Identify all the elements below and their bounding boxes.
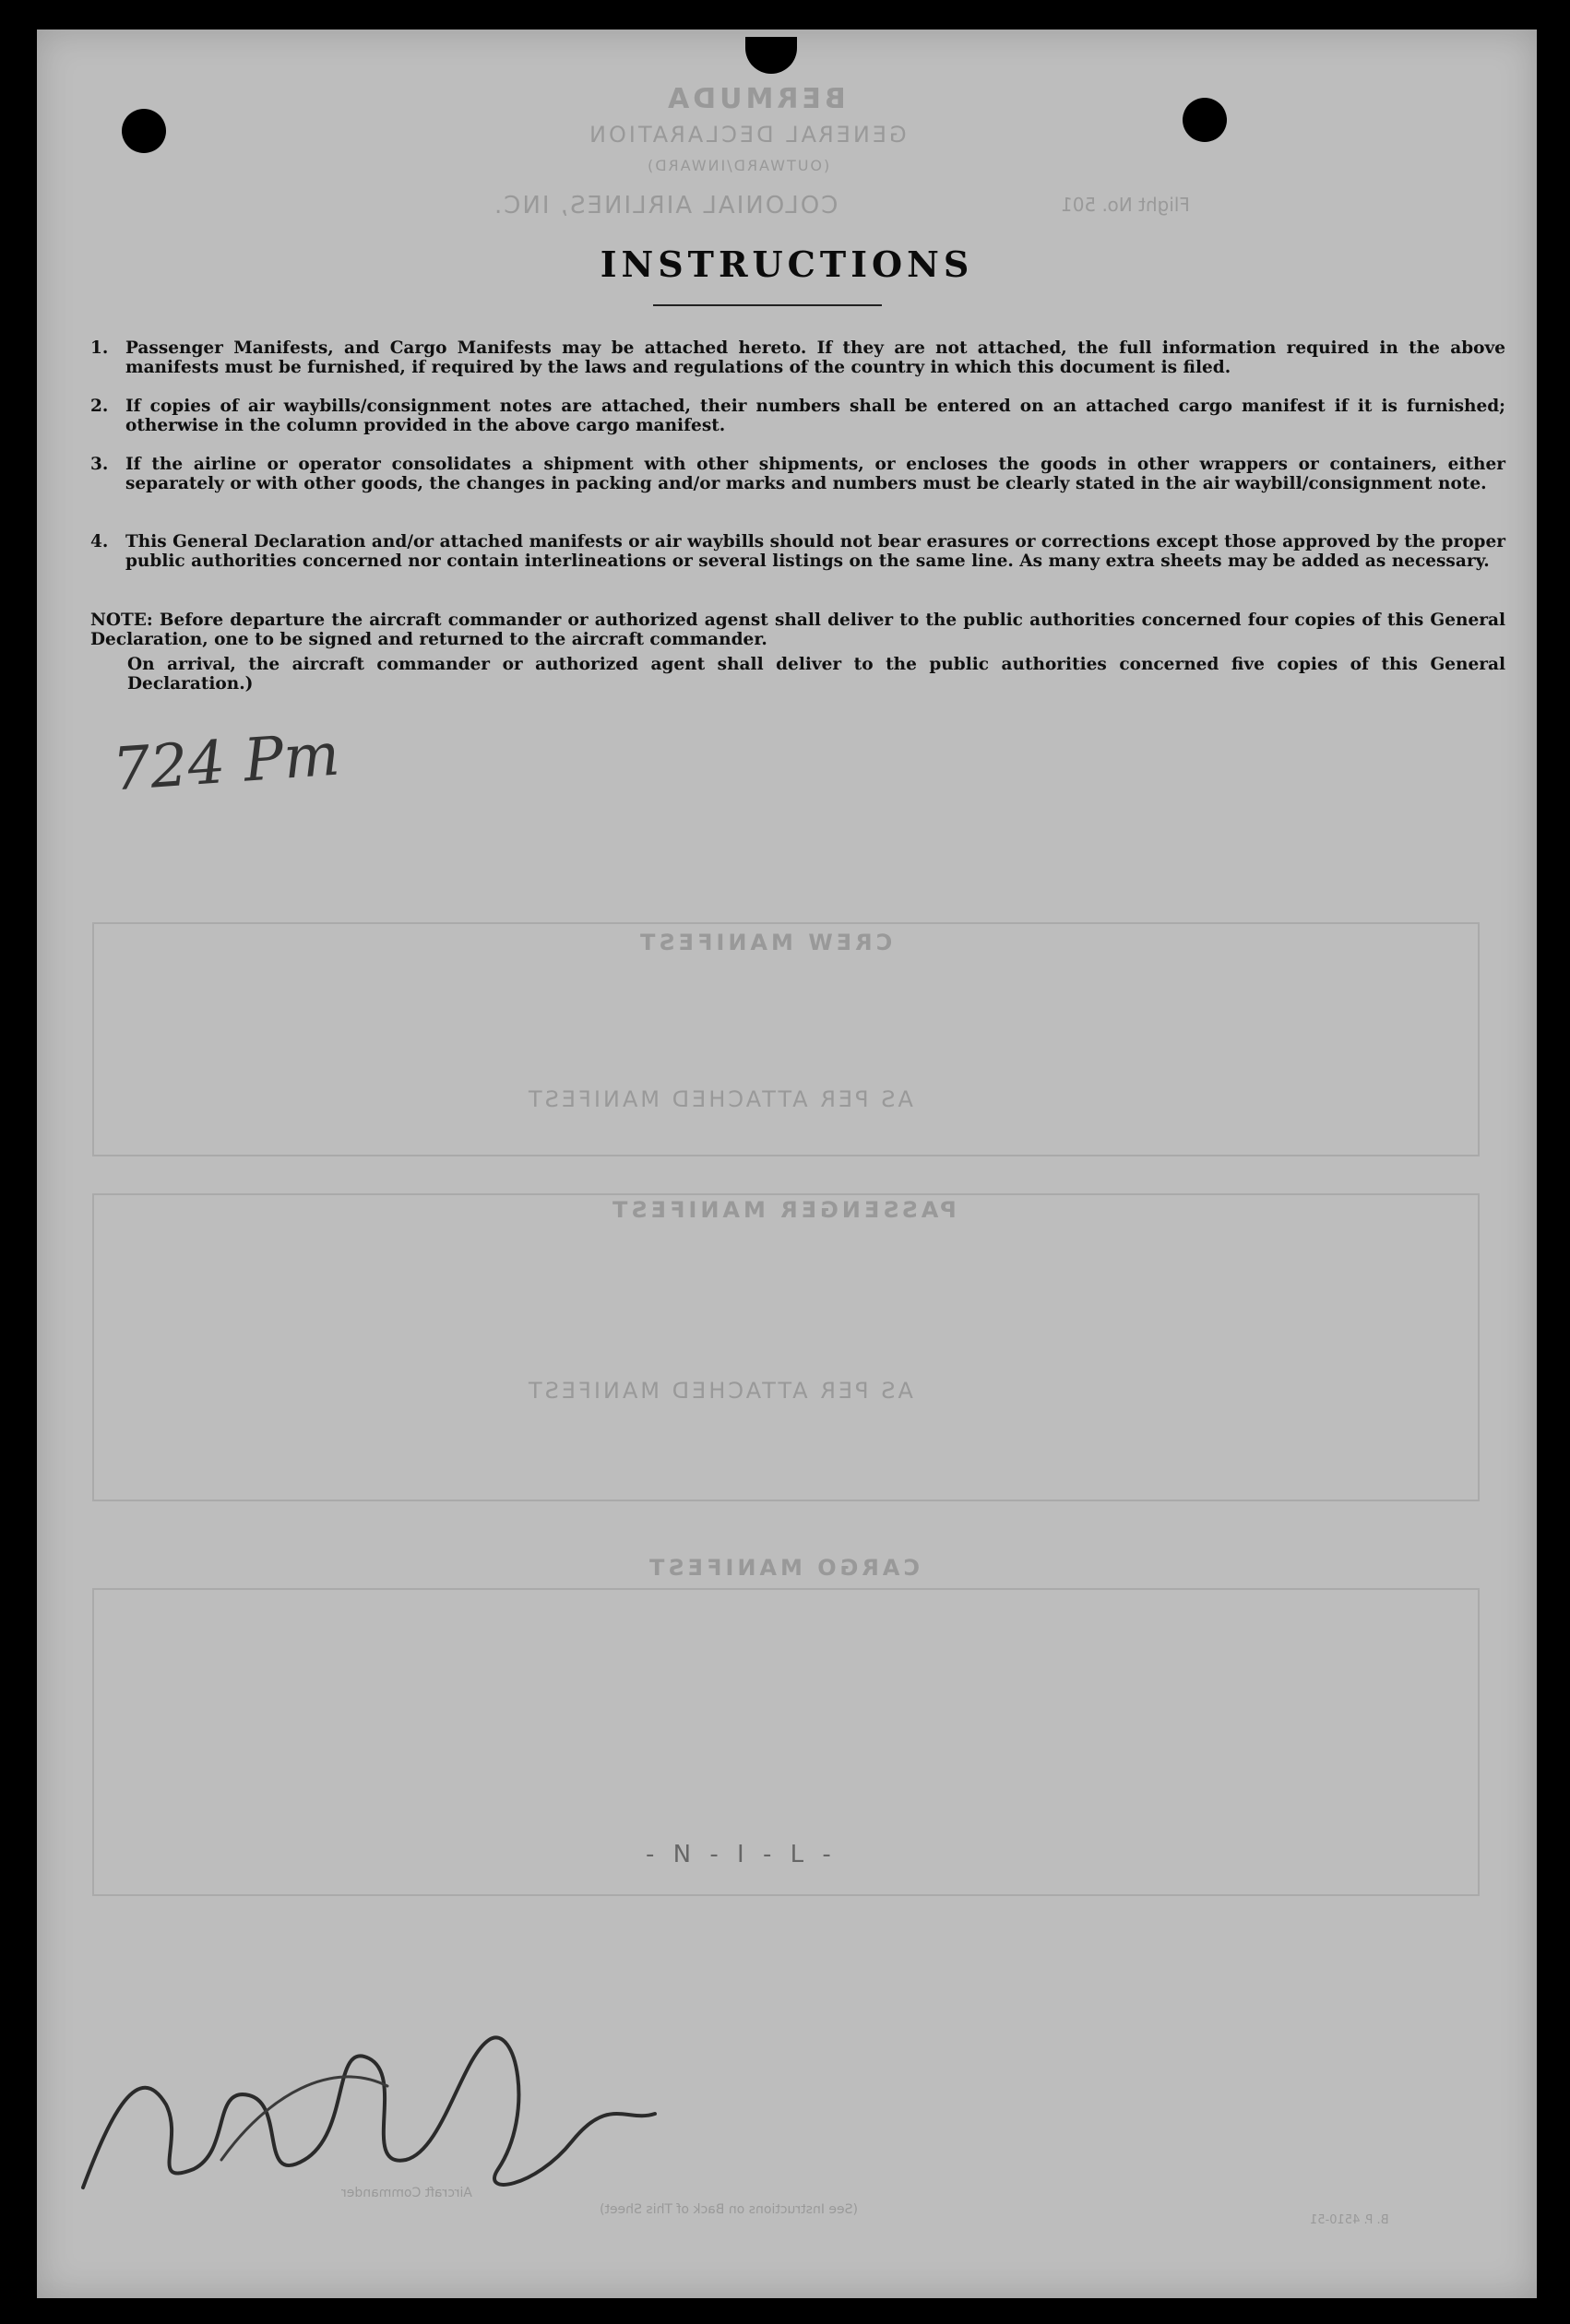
- page-title: INSTRUCTIONS: [600, 243, 974, 285]
- punch-hole-right: [1183, 98, 1227, 142]
- instruction-item: [90, 455, 1505, 493]
- bleed-nil: - N - I - L -: [646, 1841, 837, 1868]
- bleed-see-instructions: (See Instructions on Back of This Sheet): [600, 2202, 858, 2217]
- bleed-passenger-table: [92, 1193, 1480, 1501]
- punch-hole-left: [122, 109, 166, 153]
- instruction-text: If copies of air waybills/consignment notes are attached, their numbers shall be entered on an attached cargo manifest if it is furnished; otherwise in the column provided in the above cargo manifest.: [125, 397, 1505, 435]
- instruction-item: [90, 338, 1505, 377]
- bleed-cargo-table: [92, 1588, 1480, 1896]
- instruction-text: Passenger Manifests, and Cargo Manifests may be attached hereto. If they are not attached, the full information required in the above manifests must be furnished, if required by the laws and regulations of the country in which this document is filed.: [125, 338, 1505, 377]
- bleed-per-attached-1: AS PER ATTACHED MANIFEST: [526, 1086, 913, 1112]
- signature-image: [55, 2003, 720, 2215]
- instruction-number: 3.: [90, 455, 109, 474]
- bleed-aircraft-commander: Aircraft Commander: [341, 2186, 472, 2200]
- bleed-airline: COLONIAL AIRLINES, INC.: [493, 192, 839, 219]
- instruction-number: 2.: [90, 397, 109, 416]
- handwritten-note: 724 Pm: [110, 720, 342, 805]
- instruction-text: This General Declaration and/or attached manifests or air waybills should not bear erasures or corrections except those approved by the proper public authorities concerned nor contain interlineations or several listings on the same line. As many extra sheets may be added as necessary.: [125, 532, 1505, 571]
- bleed-cargo-manifest: CARGO MANIFEST: [646, 1555, 921, 1581]
- note-arrival: On arrival, the aircraft commander or authorized agent shall deliver to the public authorities concerned five copies of this General Declaration.): [127, 655, 1505, 694]
- bleed-form-no: B. P. 4510-51: [1310, 2213, 1389, 2227]
- bleed-subheader: GENERAL DECLARATION: [587, 122, 907, 148]
- title-underline: [653, 304, 882, 306]
- note-departure: NOTE: Before departure the aircraft commander or authorized agenst shall deliver to the public authorities concerned four copies of this General Declaration, one to be signed and returned to the aircraft commander.: [90, 611, 1505, 649]
- bleed-header: BERMUDA: [664, 83, 846, 115]
- note-block: [90, 611, 1505, 699]
- bleed-crew-table: [92, 922, 1480, 1156]
- bleed-crew-manifest: CREW MANIFEST: [636, 930, 893, 955]
- instruction-number: 1.: [90, 338, 109, 358]
- document-page: [37, 30, 1537, 2298]
- punch-hole-center: [745, 37, 797, 74]
- instruction-item: [90, 397, 1505, 435]
- bleed-subheader2: (OUTWARD/INWARD): [646, 157, 830, 174]
- bleed-per-attached-2: AS PER ATTACHED MANIFEST: [526, 1378, 913, 1404]
- instruction-number: 4.: [90, 532, 109, 551]
- instruction-item: [90, 532, 1505, 571]
- bleed-passenger-manifest: PASSENGER MANIFEST: [609, 1197, 957, 1223]
- instruction-text: If the airline or operator consolidates a shipment with other shipments, or encloses the goods in other wrappers or containers, either separately or with other goods, the changes in packing and/or marks and numbers must be clearly stated in the air waybill/consignment note.: [125, 455, 1505, 493]
- bleed-flight-no: Flight No. 501: [1061, 194, 1190, 216]
